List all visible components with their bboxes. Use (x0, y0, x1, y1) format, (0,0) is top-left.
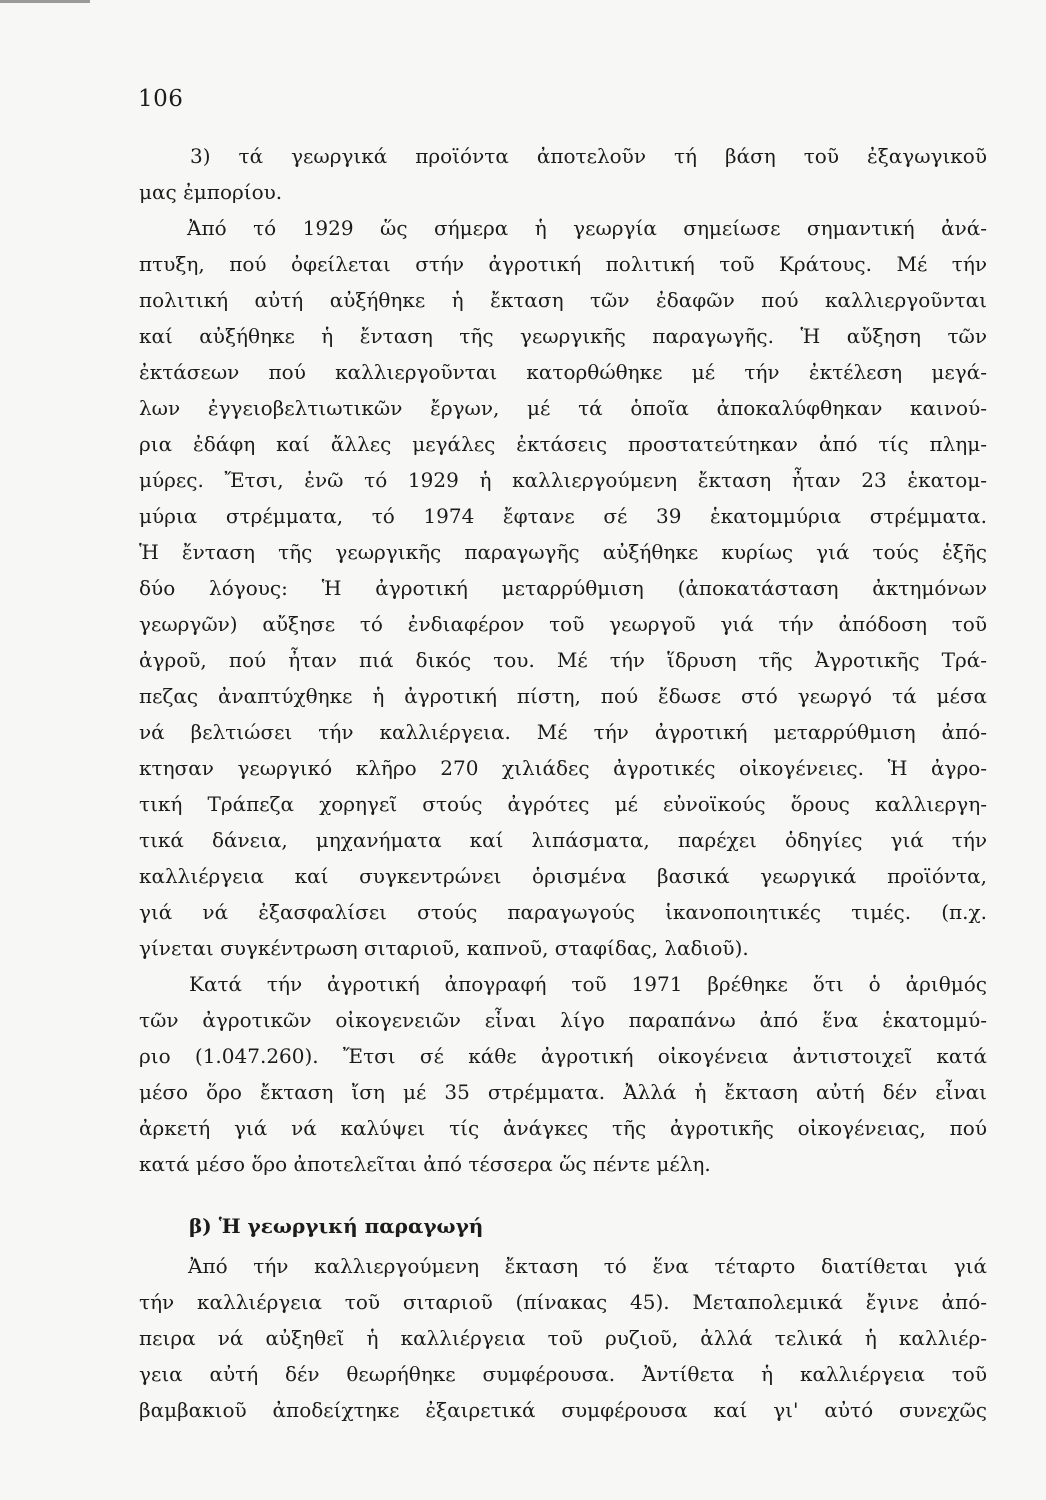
text-line: μας ἐμπορίου. (139, 180, 283, 204)
text-line: ρια ἐδάφη καί ἄλλες μεγάλες ἐκτάσεις προστατεύτηκαν ἀπό τίς πλημ- (139, 432, 987, 456)
text-line: νά βελτιώσει τήν καλλιέργεια. Μέ τήν ἀγροτική μεταρρύθμιση ἀπό- (139, 720, 987, 744)
text-line: μύρες. Ἔτσι, ἐνῶ τό 1929 ἡ καλλιεργούμενη ἔκταση ἦταν 23 ἑκατομ- (139, 468, 987, 492)
scan-edge-rule (0, 0, 90, 3)
text-line: μέσο ὅρο ἔκταση ἴση μέ 35 στρέμματα. Ἀλλά ἡ ἔκταση αὐτή δέν εἶναι (139, 1080, 987, 1104)
body-text-block (139, 1248, 987, 1428)
text-line: ἀρκετή γιά νά καλύψει τίς ἀνάγκες τῆς ἀγροτικῆς οἰκογένειας, πού (139, 1116, 987, 1140)
text-line: τικά δάνεια, μηχανήματα καί λιπάσματα, παρέχει ὁδηγίες γιά τήν (139, 828, 987, 852)
section-heading: β) Ἡ γεωργική παραγωγή (189, 1214, 484, 1238)
text-line: δύο λόγους: Ἡ ἀγροτική μεταρρύθμιση (ἀποκατάσταση ἀκτημόνων (139, 576, 987, 600)
text-line: Κατά τήν ἀγροτική ἀπογραφή τοῦ 1971 βρέθηκε ὅτι ὁ ἀριθμός (189, 972, 987, 996)
text-line: πεζας ἀναπτύχθηκε ἡ ἀγροτική πίστη, πού ἔδωσε στό γεωργό τά μέσα (139, 684, 987, 708)
text-line: γεωργῶν) αὔξησε τό ἐνδιαφέρον τοῦ γεωργοῦ γιά τήν ἀπόδοση τοῦ (139, 612, 987, 636)
text-line: κτησαν γεωργικό κλῆρο 270 χιλιάδες ἀγροτικές οἰκογένειες. Ἡ ἀγρο- (139, 756, 987, 780)
text-line: γιά νά ἐξασφαλίσει στούς παραγωγούς ἱκανοποιητικές τιμές. (π.χ. (139, 900, 987, 924)
text-line: λων ἐγγειοβελτιωτικῶν ἔργων, μέ τά ὁποῖα ἀποκαλύφθηκαν καινού- (139, 396, 987, 420)
text-line: ριο (1.047.260). Ἔτσι σέ κάθε ἀγροτική οἰκογένεια ἀντιστοιχεῖ κατά (139, 1044, 987, 1068)
text-line: τῶν ἀγροτικῶν οἰκογενειῶν εἶναι λίγο παραπάνω ἀπό ἕνα ἑκατομμύ- (139, 1008, 987, 1032)
text-line: γίνεται συγκέντρωση σιταριοῦ, καπνοῦ, σταφίδας, λαδιοῦ). (139, 936, 749, 960)
text-line: Ἀπό τήν καλλιεργούμενη ἔκταση τό ἕνα τέταρτο διατίθεται γιά (188, 1254, 987, 1278)
text-line: 3) τά γεωργικά προϊόντα ἀποτελοῦν τή βάση τοῦ ἐξαγωγικοῦ (190, 144, 987, 168)
text-line: πολιτική αὐτή αὐξήθηκε ἡ ἔκταση τῶν ἐδαφῶν πού καλλιεργοῦνται (139, 288, 987, 312)
text-line: γεια αὐτή δέν θεωρήθηκε συμφέρουσα. Ἀντίθετα ἡ καλλιέργεια τοῦ (139, 1362, 987, 1386)
body-text-block (139, 138, 987, 1182)
text-line: πειρα νά αὐξηθεῖ ἡ καλλιέργεια τοῦ ρυζιοῦ, ἀλλά τελικά ἡ καλλιέρ- (139, 1326, 987, 1350)
text-line: καί αὐξήθηκε ἡ ἔνταση τῆς γεωργικῆς παραγωγῆς. Ἡ αὔξηση τῶν (139, 324, 987, 348)
text-line: ἐκτάσεων πού καλλιεργοῦνται κατορθώθηκε μέ τήν ἐκτέλεση μεγά- (139, 360, 987, 384)
text-line: τήν καλλιέργεια τοῦ σιταριοῦ (πίνακας 45). Μεταπολεμικά ἔγινε ἀπό- (139, 1290, 987, 1314)
text-line: βαμβακιοῦ ἀποδείχτηκε ἐξαιρετικά συμφέρουσα καί γι' αὐτό συνεχῶς (139, 1398, 987, 1422)
text-line: καλλιέργεια καί συγκεντρώνει ὁρισμένα βασικά γεωργικά προϊόντα, (139, 864, 987, 888)
page-number: 106 (138, 86, 184, 112)
text-line: ἀγροῦ, πού ἦταν πιά δικός του. Μέ τήν ἵδρυση τῆς Ἀγροτικῆς Τρά- (139, 648, 987, 672)
text-line: πτυξη, πού ὀφείλεται στήν ἀγροτική πολιτική τοῦ Κράτους. Μέ τήν (139, 252, 987, 276)
text-line: Ἀπό τό 1929 ὥς σήμερα ἡ γεωργία σημείωσε σημαντική ἀνά- (187, 216, 987, 240)
text-line: τική Τράπεζα χορηγεῖ στούς ἀγρότες μέ εὐνοϊκούς ὅρους καλλιεργη- (139, 792, 987, 816)
text-line: κατά μέσο ὅρο ἀποτελεῖται ἀπό τέσσερα ὥς πέντε μέλη. (139, 1152, 711, 1176)
text-line: Ἡ ἔνταση τῆς γεωργικῆς παραγωγῆς αὐξήθηκε κυρίως γιά τούς ἑξῆς (139, 540, 987, 564)
text-line: μύρια στρέμματα, τό 1974 ἔφτανε σέ 39 ἑκατομμύρια στρέμματα. (139, 504, 987, 528)
